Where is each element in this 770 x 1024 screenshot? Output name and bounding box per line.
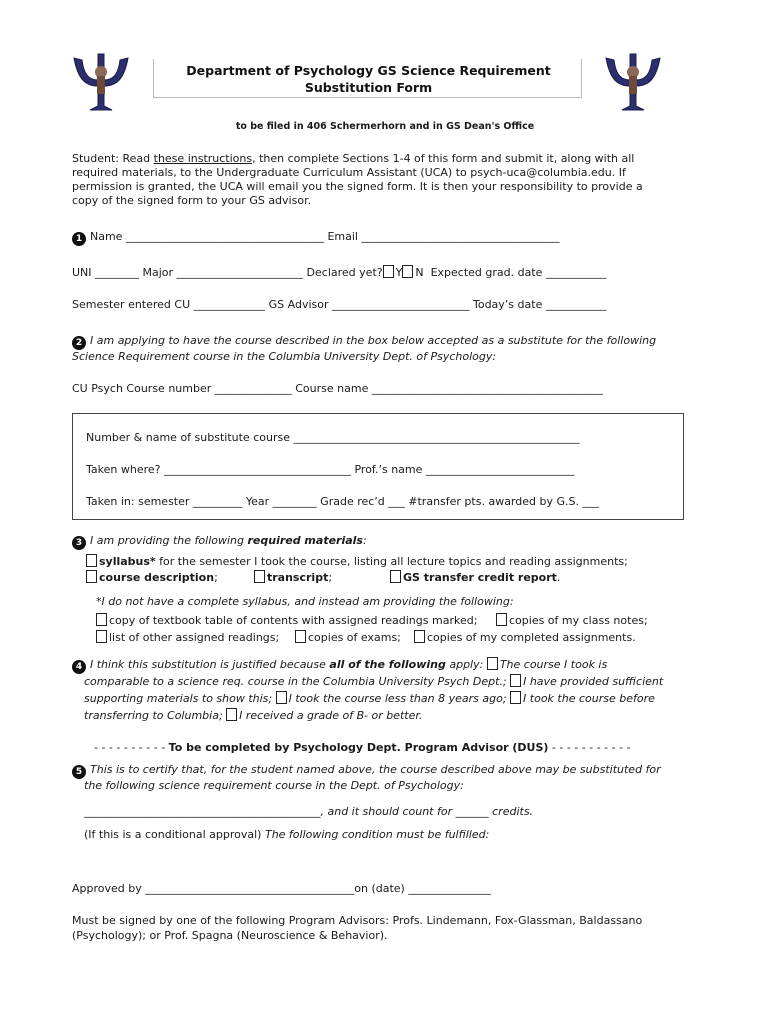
comparable-checkbox[interactable]	[487, 657, 498, 670]
gs-report-item	[390, 570, 560, 585]
semi1: ;	[214, 571, 218, 584]
section4-lead: I think this substitution is justified because	[90, 658, 330, 671]
section1-number: 1	[72, 232, 86, 246]
alt-note: *I do not have a complete syllabus, and instead am providing the following:	[96, 595, 514, 608]
section2-text1: I am applying to have the course described in the box below accepted as a substitute for the following	[90, 334, 657, 347]
expected-grad-line[interactable]: Expected grad. date ___________	[430, 266, 607, 279]
section4-line4-text: transferring to Columbia;	[84, 709, 227, 722]
section2-number: 2	[72, 336, 86, 350]
credits-line[interactable]	[84, 804, 533, 819]
signers-line1: Must be signed by one of the following Program Advisors: Profs. Lindemann, Fox-Glassman, Baldassano	[72, 914, 643, 927]
taken-in-line[interactable]: Taken in: semester _________ Year ________ Grade rec’d ___ #transfer pts. awarded by G.S. ___	[86, 495, 599, 508]
sufficient-materials-checkbox[interactable]	[510, 674, 521, 687]
name-email-line[interactable]: Name ____________________________________ Email ____________________________________	[90, 230, 560, 243]
materials-row	[86, 570, 218, 585]
section3-lead-bold: required materials	[247, 534, 363, 547]
class-notes-label: copies of my class notes;	[509, 614, 648, 627]
transcript-label: transcript	[267, 571, 329, 584]
section4-line4	[84, 708, 422, 723]
uni-major-line[interactable]: UNI ________ Major _______________________ Declared yet?	[72, 266, 383, 279]
exams-label: copies of exams;	[308, 631, 401, 644]
intro-line1	[72, 151, 634, 166]
section4-line3-text: supporting materials to show this;	[84, 692, 276, 705]
class-notes-checkbox[interactable]	[496, 613, 507, 626]
textbook-toc-checkbox[interactable]	[96, 613, 107, 626]
section5-line1	[72, 762, 661, 779]
textbook-toc-label: copy of textbook table of contents with assigned readings marked;	[109, 614, 478, 627]
section2-line1	[72, 333, 656, 350]
grade-label: I received a grade of B- or better.	[239, 709, 423, 722]
dashes-right: - - - - - - - - - - -	[548, 741, 631, 754]
assignments-item	[414, 630, 636, 645]
period: .	[556, 571, 561, 584]
section4-line1	[72, 657, 607, 674]
other-readings-checkbox[interactable]	[96, 630, 107, 643]
uni-major-row	[72, 265, 606, 280]
form-title-line1: Department of Psychology GS Science Requirement	[186, 63, 551, 78]
semester-advisor-line[interactable]: Semester entered CU _____________ GS Advisor _________________________ Today’s date ___________	[72, 298, 607, 311]
cu-course-line[interactable]: CU Psych Course number ______________ Course name __________________________________________	[72, 382, 603, 395]
syllabus-label: syllabus*	[99, 555, 156, 568]
psi-logo-right	[600, 50, 666, 114]
alt-row2	[96, 630, 279, 645]
condition-line	[84, 827, 489, 842]
section4-line3	[84, 691, 655, 706]
section5-number: 5	[72, 765, 86, 779]
declared-no-checkbox[interactable]	[402, 265, 413, 278]
section4-lead-end: apply:	[445, 658, 487, 671]
intro-prefix: Student: Read	[72, 152, 154, 165]
gs-report-label: GS transfer credit report	[403, 571, 557, 584]
advisor-heading: To be completed by Psychology Dept. Program Advisor (DUS)	[168, 741, 549, 754]
name-email-row	[72, 229, 559, 246]
section3-lead-end: :	[362, 534, 367, 547]
declared-yes-checkbox[interactable]	[383, 265, 394, 278]
section3-lead-text: I am providing the following	[90, 534, 248, 547]
declared-no-label: N	[415, 266, 424, 279]
intro-line4: copy of the signed form to your GS advisor.	[72, 194, 312, 207]
substitute-course-line[interactable]: Number & name of substitute course ____________________________________________________	[86, 431, 580, 444]
eight-years-label: I took the course less than 8 years ago;	[288, 692, 511, 705]
section2-line2: Science Requirement course in the Columbia University Dept. of Psychology:	[72, 350, 497, 363]
transcript-item	[254, 570, 332, 585]
other-readings-label: list of other assigned readings;	[109, 631, 280, 644]
before-transfer-label: I took the course before	[523, 692, 655, 705]
eight-years-checkbox[interactable]	[276, 691, 287, 704]
intro-line2: required materials, to the Undergraduate Curriculum Assistant (UCA) to psych-uca@columbia.edu. If	[72, 166, 626, 179]
assignments-label: copies of my completed assignments.	[427, 631, 636, 644]
section3-number: 3	[72, 536, 86, 550]
assignments-checkbox[interactable]	[414, 630, 425, 643]
exams-item	[295, 630, 401, 645]
gs-report-checkbox[interactable]	[390, 570, 401, 583]
intro-line1-rest: , then complete Sections 1-4 of this form and submit it, along with all	[252, 152, 635, 165]
semi2: ;	[328, 571, 333, 584]
section3-lead	[72, 533, 367, 550]
sufficient-materials-label: I have provided sufficient	[523, 675, 664, 688]
section5-line2: the following science requirement course in the Dept. of Psychology:	[84, 779, 464, 792]
course-description-checkbox[interactable]	[86, 570, 97, 583]
exams-checkbox[interactable]	[295, 630, 306, 643]
grade-checkbox[interactable]	[226, 708, 237, 721]
comparable-label: The course I took is	[499, 658, 608, 671]
taken-where-line[interactable]: Taken where? __________________________________ Prof.’s name ___________________________	[86, 463, 575, 476]
filed-note: to be filed in 406 Schermerhorn and in GS Dean's Office	[235, 121, 535, 132]
form-title-line2: Substitution Form	[304, 80, 433, 95]
alt-row1	[96, 613, 477, 628]
syllabus-row	[86, 554, 628, 569]
title-box	[153, 59, 582, 98]
section4-line2-text: comparable to a science req. course in the Columbia University Psych Dept.;	[84, 675, 511, 688]
class-notes-item	[496, 613, 648, 628]
advisor-heading-row	[94, 740, 631, 755]
intro-line3: permission is granted, the UCA will email you the signed form. It is then your responsibility to provide a	[72, 180, 643, 193]
section4-lead-bold: all of the following	[329, 658, 446, 671]
syllabus-checkbox[interactable]	[86, 554, 97, 567]
transcript-checkbox[interactable]	[254, 570, 265, 583]
condition-prefix: (If this is a conditional approval)	[84, 828, 265, 841]
before-transfer-checkbox[interactable]	[510, 691, 521, 704]
credits-text: ___________________________________________, and it should count for ______ credits.	[84, 805, 534, 818]
section5-text1: This is to certify that, for the student named above, the course described above may be substituted for	[90, 763, 661, 776]
instructions-link[interactable]: these instructions	[153, 152, 253, 165]
section4-number: 4	[72, 660, 86, 674]
syllabus-rest: for the semester I took the course, listing all lecture topics and reading assignments;	[155, 555, 628, 568]
course-description-label: course description	[99, 571, 215, 584]
section4-line2	[84, 674, 663, 689]
signers-line2: (Psychology); or Prof. Spagna (Neuroscience & Behavior).	[72, 929, 388, 942]
dashes-left: - - - - - - - - - -	[94, 741, 169, 754]
condition-text: The following condition must be fulfilled:	[264, 828, 490, 841]
approved-by-line[interactable]: Approved by ______________________________________on (date) _______________	[72, 882, 491, 895]
declared-yes-label: Y	[395, 266, 403, 279]
psi-logo-left	[68, 50, 134, 114]
